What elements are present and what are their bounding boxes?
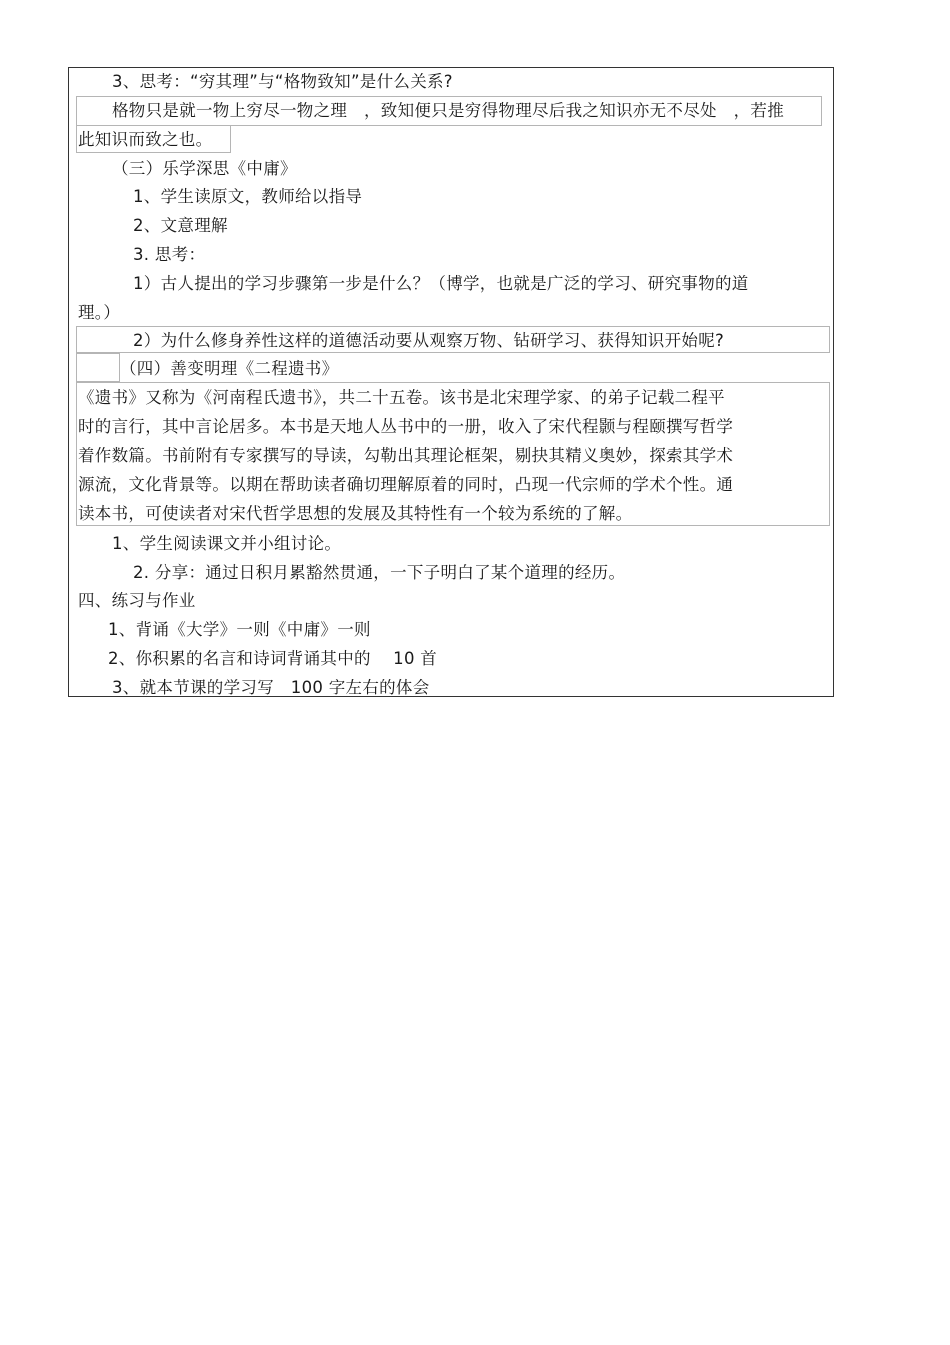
- activity-1: 1、学生阅读课文并小组讨论。: [112, 534, 342, 553]
- step-1: 1、学生读原文，教师给以指导: [133, 187, 363, 206]
- answer-line-2: 此知识而致之也。: [78, 130, 213, 149]
- think-question-2: 2）为什么修身养性这样的道德活动要从观察万物、钻研学习、获得知识开始呢?: [133, 331, 725, 350]
- intro-line-3: 着作数篇。书前附有专家撰写的导读，勾勒出其理论框架，剔抉其精义奥妙，探索其学术: [78, 446, 734, 465]
- section-three-heading: （三）乐学深思《中庸》: [112, 159, 297, 178]
- intro-line-5: 读本书，可使读者对宋代哲学思想的发展及其特性有一个较为系统的了解。: [78, 504, 633, 523]
- think-question-1: 1）古人提出的学习步骤第一步是什么？（博学，也就是广泛的学习、研究事物的道: [133, 274, 749, 293]
- step-3: 3. 思考：: [133, 245, 206, 264]
- intro-line-1: 《遗书》又称为《河南程氏遗书》，共二十五卷。该书是北宋理学家、的弟子记载二程平: [78, 388, 725, 407]
- question-3: 3、思考：“穷其理”与“格物致知”是什么关系?: [112, 72, 453, 91]
- step-2: 2、文意理解: [133, 216, 228, 235]
- section-practice-heading: 四、练习与作业: [78, 591, 196, 610]
- homework-2: 2、你积累的名言和诗词背诵其中的 10 首: [108, 649, 438, 668]
- activity-2: 2. 分享：通过日积月累豁然贯通，一下子明白了某个道理的经历。: [133, 563, 626, 582]
- section-four-box: [76, 353, 120, 382]
- homework-1: 1、背诵《大学》一则《中庸》一则: [108, 620, 371, 639]
- answer-line-1: 格物只是就一物上穷尽一物之理 ，致知便只是穷得物理尽后我之知识亦无不尽处 ，若推: [112, 101, 784, 120]
- section-four-heading: （四）善变明理《二程遗书》: [120, 359, 339, 378]
- homework-3: 3、就本节课的学习写 100 字左右的体会: [112, 678, 430, 697]
- think-question-1-cont: 理。）: [78, 303, 121, 322]
- intro-line-4: 源流，文化背景等。以期在帮助读者确切理解原着的同时，凸现一代宗师的学术个性。通: [78, 475, 734, 494]
- intro-line-2: 时的言行，其中言论居多。本书是天地人丛书中的一册，收入了宋代程颢与程颐撰写哲学: [78, 417, 734, 436]
